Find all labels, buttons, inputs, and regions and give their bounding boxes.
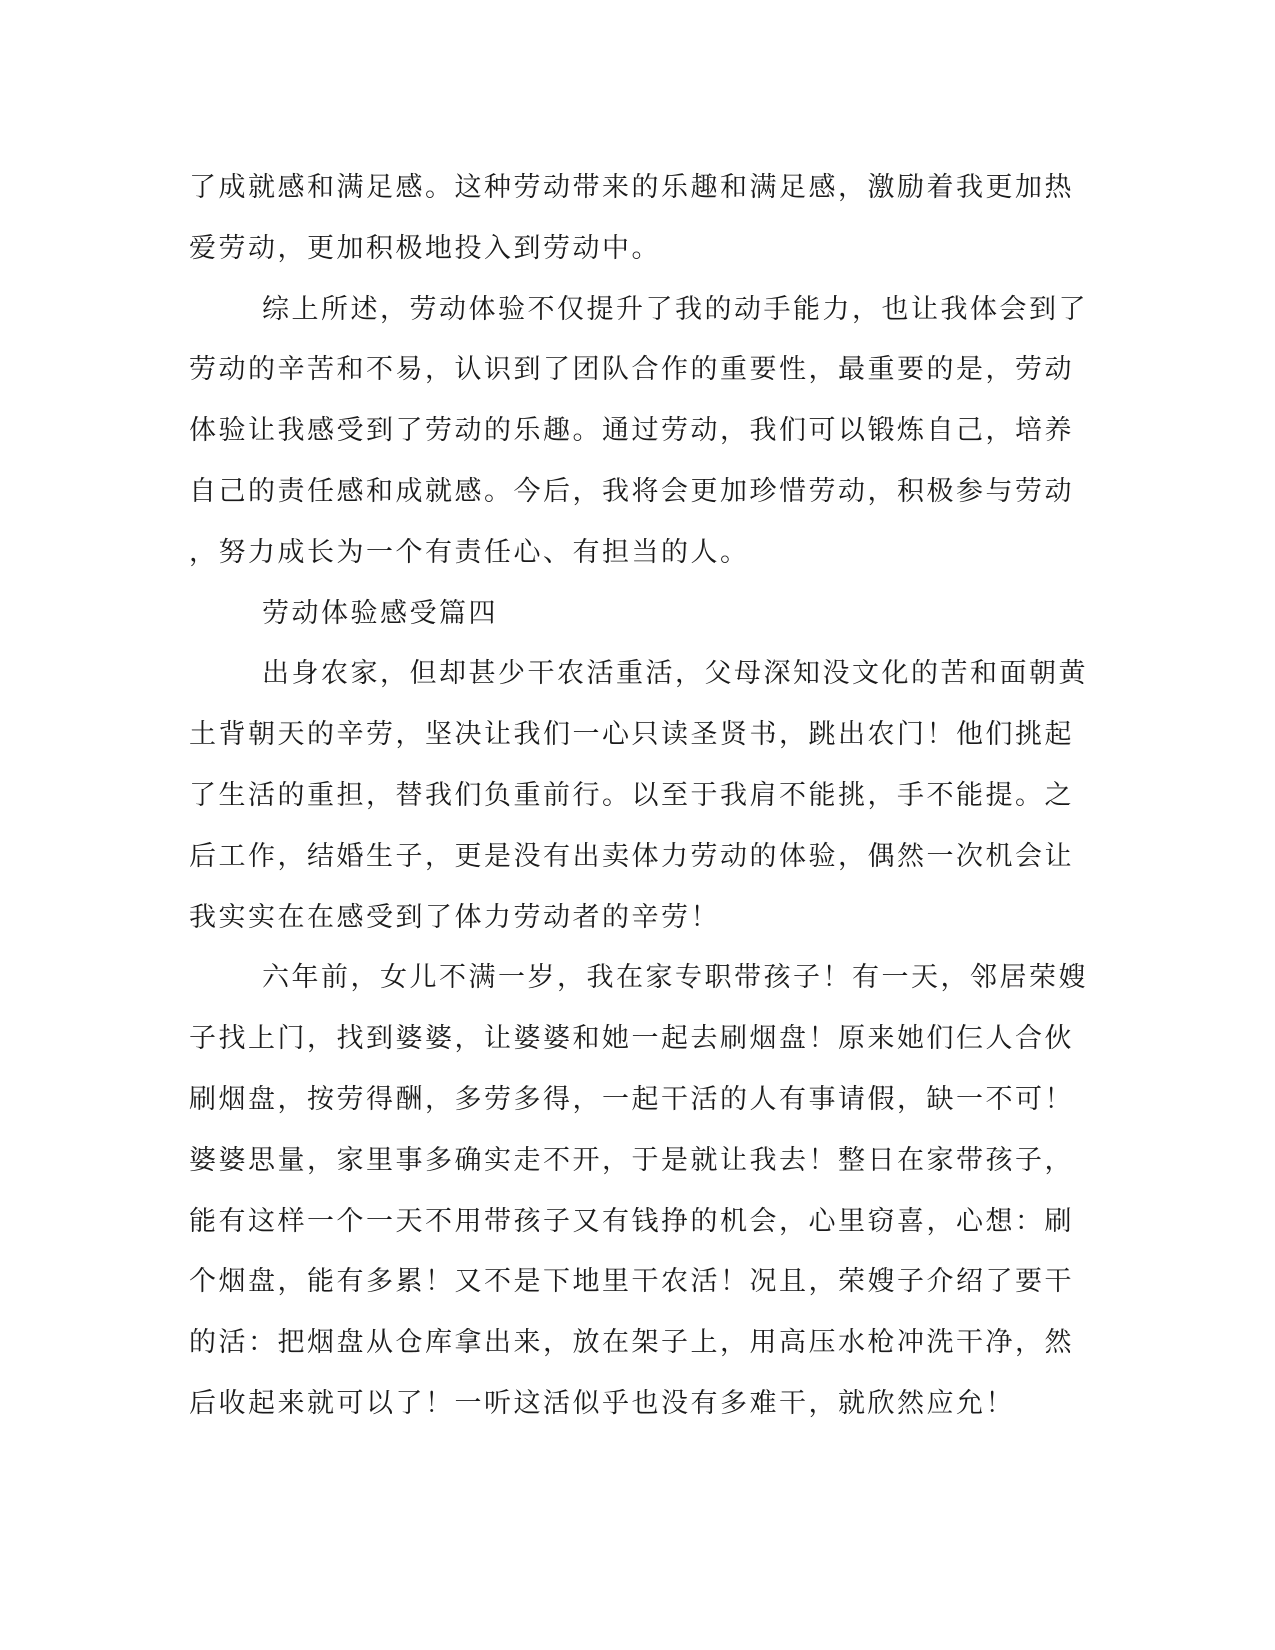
text-line: 后收起来就可以了！一听这活似乎也没有多难干，就欣然应允！ <box>189 1387 1015 1419</box>
paragraph-start-line: 综上所述，劳动体验不仅提升了我的动手能力，也让我体会到了 <box>262 293 1088 325</box>
text-line: 刷烟盘，按劳得酬，多劳多得，一起干活的人有事请假，缺一不可！ <box>189 1083 1074 1115</box>
section-heading: 劳动体验感受篇四 <box>262 597 498 629</box>
text-line: 的活：把烟盘从仓库拿出来，放在架子上，用高压水枪冲洗干净，然 <box>189 1327 1074 1359</box>
text-line: ，努力成长为一个有责任心、有担当的人。 <box>189 536 750 568</box>
text-line: 了成就感和满足感。这种劳动带来的乐趣和满足感，激励着我更加热 <box>189 172 1074 203</box>
text-line: 体验让我感受到了劳动的乐趣。通过劳动，我们可以锻炼自己，培养 <box>189 415 1074 447</box>
text-line: 我实实在在感受到了体力劳动者的辛劳！ <box>189 901 720 933</box>
text-line: 后工作，结婚生子，更是没有出卖体力劳动的体验，偶然一次机会让 <box>189 840 1074 872</box>
paragraph-start-line: 出身农家，但却甚少干农活重活，父母深知没文化的苦和面朝黄 <box>262 658 1088 690</box>
text-line: 劳动的辛苦和不易，认识到了团队合作的重要性，最重要的是，劳动 <box>189 354 1074 386</box>
text-line: 婆婆思量，家里事多确实走不开，于是就让我去！整日在家带孩子， <box>189 1144 1074 1176</box>
text-line: 了生活的重担，替我们负重前行。以至于我肩不能挑，手不能提。之 <box>189 779 1074 811</box>
text-line: 能有这样一个一天不用带孩子又有钱挣的机会，心里窃喜，心想：刷 <box>189 1205 1074 1237</box>
text-line: 个烟盘，能有多累！又不是下地里干农活！况且，荣嫂子介绍了要干 <box>189 1266 1074 1298</box>
text-line: 土背朝天的辛劳，坚决让我们一心只读圣贤书，跳出农门！他们挑起 <box>189 719 1074 751</box>
paragraph-start-line: 六年前，女儿不满一岁，我在家专职带孩子！有一天，邻居荣嫂 <box>262 962 1088 994</box>
text-line: 爱劳动，更加积极地投入到劳动中。 <box>189 232 661 264</box>
text-line: 子找上门，找到婆婆，让婆婆和她一起去刷烟盘！原来她们仨人合伙 <box>189 1023 1074 1055</box>
document-body <box>189 158 1088 1435</box>
text-line: 自己的责任感和成就感。今后，我将会更加珍惜劳动，积极参与劳动 <box>189 475 1074 507</box>
